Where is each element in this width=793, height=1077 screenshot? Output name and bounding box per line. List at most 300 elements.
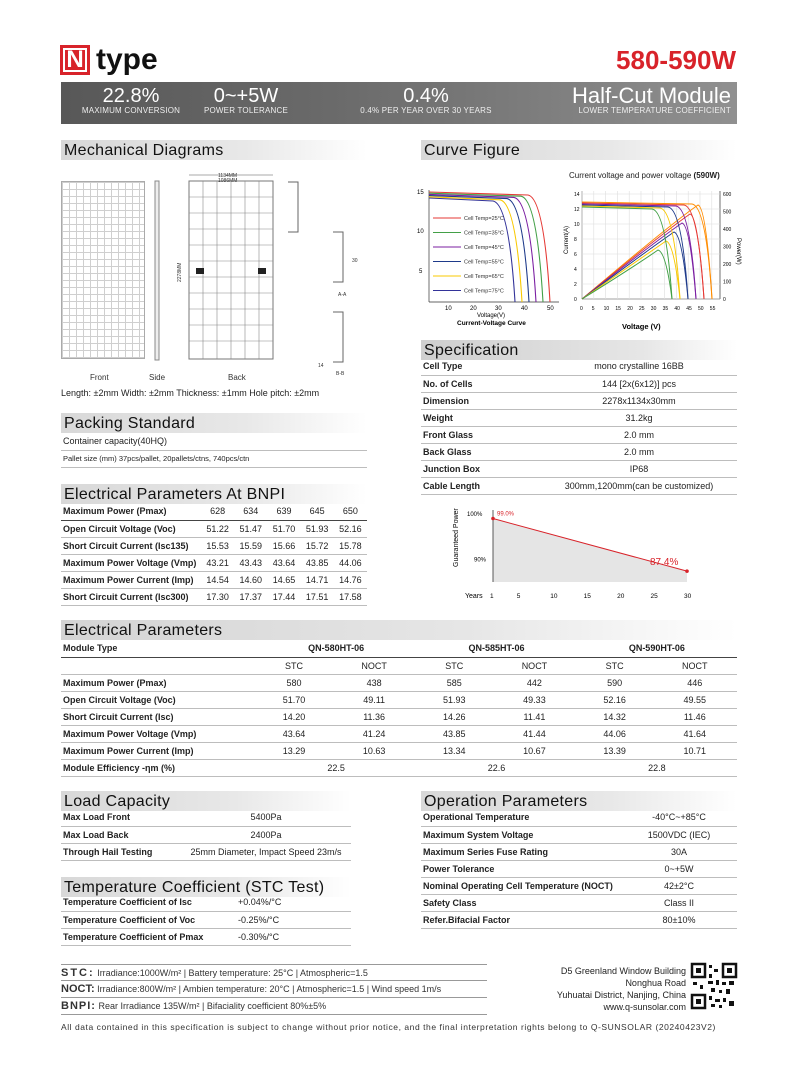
table-row [61,928,351,945]
table-cell: 44.06 [577,725,653,742]
table-cell: 639 [267,503,300,520]
table-cell: 43.21 [201,554,234,571]
table-cell: 5400Pa [181,809,351,826]
table-cell: 17.51 [301,588,334,605]
tolerance-note: Length: ±2mm Width: ±2mm Thickness: ±1mm Hole pitch: ±2mm [61,388,320,398]
table-cell: 15.72 [301,537,334,554]
pv-xtick: 30 [650,306,657,312]
table-cell: Module Efficiency -ηm (%) [61,759,256,776]
section-mechanical: Mechanical Diagrams [61,140,367,160]
pv-curve-chart [560,186,740,334]
feature-banner [61,82,737,124]
packing-table [61,433,367,468]
table-cell: 51.22 [201,520,234,537]
address-block [520,965,686,1013]
table-cell: 51.93 [301,520,334,537]
table-header-row [61,640,737,657]
disclaimer: All data contained in this specification is subject to change without prior notice, and the final interpretation rights belong to Q-SUNSOLAR (20240423V2) [61,1022,716,1032]
op-table [421,809,737,929]
table-cell: Maximum Power (Pmax) [61,674,256,691]
pv-xtick: 55 [709,306,716,312]
x-tick: 30 [684,593,692,600]
table-cell: 14.76 [334,571,367,588]
website-link[interactable]: www.q-sunsolar.com [603,1002,686,1012]
table-cell: 22.6 [416,759,576,776]
table-row [61,433,367,450]
legend-label: Cell Temp=55°C [464,259,504,266]
pv-current-line [582,206,680,299]
section-elec: Electrical Parameters [61,620,737,640]
table-row [421,809,737,826]
x-tick: 5 [516,593,521,600]
power-range: 580-590W [616,45,736,75]
iv-xtick: 50 [547,306,554,312]
table-cell: NOCT [492,657,576,674]
table-cell: Operational Temperature [421,809,621,826]
section-op: Operation Parameters [421,791,737,811]
table-cell: Open Circuit Voltage (Voc) [61,691,256,708]
pv-ytick-right: 300 [723,244,732,251]
table-cell: 41.44 [492,725,576,742]
table-cell: 15.78 [334,537,367,554]
table-cell: 446 [653,674,737,691]
table-row [61,911,351,928]
iv-caption: Current-Voltage Curve [457,320,526,327]
table-cell: STC [577,657,653,674]
table-cell: 41.64 [653,725,737,742]
table-cell: 2.0 mm [541,426,737,443]
depth-label: 30 [352,258,358,264]
table-cell: Maximum Series Fuse Rating [421,843,621,860]
banner-value: 0~+5W [213,85,279,107]
pv-xlabel: Voltage (V) [622,322,661,331]
table-cell: 43.85 [416,725,492,742]
table-cell: 15.53 [201,537,234,554]
table-cell: Weight [421,409,541,426]
section-bb-label: B-B [336,371,345,377]
table-cell: 15.59 [234,537,267,554]
pv-ytick-right: 500 [723,209,732,216]
iv-ytick: 10 [417,229,424,235]
back-label: Back [228,373,246,382]
table-row [421,860,737,877]
table-header-cell: QN-590HT-06 [577,640,737,657]
table-row [61,588,367,605]
banner-item [351,86,501,116]
side-label: Side [149,373,166,382]
table-cell: Maximum Power Current (Imp) [61,571,201,588]
warranty-ylabel: Guaranteed Power [453,508,460,567]
table-row [421,877,737,894]
table-row [421,443,737,460]
table-cell: 13.39 [577,742,653,759]
table-cell: 14.60 [234,571,267,588]
table-cell: 634 [234,503,267,520]
iv-xtick: 30 [495,306,502,312]
pv-ytick-left: 4 [574,267,577,273]
width-inner-label: 1086MM [218,178,238,184]
table-cell: 438 [332,674,416,691]
table-cell: IP68 [541,460,737,477]
table-cell: 300mm,1200mm(can be customized) [541,477,737,494]
table-cell: 2400Pa [181,826,351,843]
table-row [61,759,737,776]
table-cell: Short Circuit Current (Isc135) [61,537,201,554]
table-cell: 442 [492,674,576,691]
note-bnpi [61,998,487,1015]
table-cell: Cell Type [421,358,541,375]
table-cell: Dimension [421,392,541,409]
table-row [421,843,737,860]
table-cell: Class II [621,894,737,911]
warranty-xlabel: Years [465,593,483,600]
table-cell: 17.37 [234,588,267,605]
pv-xtick: 15 [615,306,621,312]
table-cell: 51.70 [256,691,332,708]
table-cell: Back Glass [421,443,541,460]
table-cell: 49.55 [653,691,737,708]
section-load: Load Capacity [61,791,351,811]
table-cell: Maximum System Voltage [421,826,621,843]
table-cell: -0.25%/°C [236,911,351,928]
table-row [421,894,737,911]
legend-label: Cell Temp=65°C [464,274,504,280]
pv-ytick-left: 2 [574,282,577,288]
banner-item [561,83,731,116]
table-cell: 51.93 [416,691,492,708]
warranty-chart [450,504,710,604]
address-line: D5 Greenland Window Building [560,966,686,976]
table-cell: 14.32 [577,708,653,725]
pv-ytick-left: 12 [574,207,580,213]
elec-table [61,640,737,777]
table-cell: Junction Box [421,460,541,477]
table-cell: Max Load Back [61,826,181,843]
table-cell: Safety Class [421,894,621,911]
banner-value: 0.4% [403,85,449,107]
table-row [61,894,351,911]
table-cell: NOCT [332,657,416,674]
note-key: BNPI: [61,1000,96,1012]
table-cell: NOCT [653,657,737,674]
table-row [421,358,737,375]
legend-label: Cell Temp=25°C [464,216,504,222]
table-cell: 14.26 [416,708,492,725]
pv-title-text: Current voltage and power voltage [569,171,694,180]
table-cell: 31.2kg [541,409,737,426]
pv-xtick: 20 [627,306,633,312]
banner-caption: LOWER TEMPERATURE COEFFICIENT [578,106,731,115]
warranty-point [491,517,495,521]
table-cell: 144 [2x(6x12)] pcs [541,375,737,392]
table-header-cell: Module Type [61,640,256,657]
table-cell: Refer.Bifacial Factor [421,911,621,928]
table-row [61,742,737,759]
bnpi-table [61,503,367,606]
pv-xtick: 50 [698,306,704,312]
table-header-cell: QN-580HT-06 [256,640,416,657]
legend-label: Cell Temp=35°C [464,230,504,237]
section-spec: Specification [421,340,737,360]
pv-ylabel-right: Power(W) [735,238,741,265]
banner-value: Half-Cut Module [572,83,731,108]
table-row [61,537,367,554]
legend-label: Cell Temp=75°C [464,288,504,295]
table-cell: 650 [334,503,367,520]
table-cell: 1500VDC (IEC) [621,826,737,843]
iv-xlabel: Voltage(V) [477,313,506,319]
y-tick: 100% [467,512,483,518]
banner-caption: MAXIMUM CONVERSION [81,106,181,115]
iv-curve-chart [415,185,561,325]
pv-ytick-right: 100 [723,279,732,286]
table-cell: 2278x1134x30mm [541,392,737,409]
table-cell: Through Hail Testing [61,843,181,860]
address-line: Nonghua Road [625,978,686,988]
table-cell: Power Tolerance [421,860,621,877]
table-row [61,571,367,588]
table-cell: No. of Cells [421,375,541,392]
pv-ytick-right: 0 [723,297,726,303]
height-label: 2278MM [177,262,183,282]
table-row [61,725,737,742]
table-cell: 41.24 [332,725,416,742]
x-tick: 20 [617,593,625,600]
table-cell: Maximum Power (Pmax) [61,503,201,520]
note-stc [61,964,487,981]
panel-front-diagram [61,181,145,359]
banner-value: 22.8% [102,85,160,107]
table-cell: 17.30 [201,588,234,605]
table-cell: Short Circuit Current (Isc300) [61,588,201,605]
pv-current-line [582,207,672,299]
table-row [421,426,737,443]
table-cell: Temperature Coefficient of Isc [61,894,236,911]
table-cell: 10.71 [653,742,737,759]
pv-xtick: 0 [580,306,583,312]
pv-power-line [582,250,672,299]
table-cell: Temperature Coefficient of Voc [61,911,236,928]
pv-xtick: 40 [674,306,680,312]
pv-ytick-left: 10 [574,222,580,228]
table-row [421,375,737,392]
x-tick: 1 [490,593,494,600]
table-cell: 10.67 [492,742,576,759]
table-cell: Maximum Power Voltage (Vmp) [61,725,256,742]
table-cell: 11.36 [332,708,416,725]
note-key: STC: [61,967,95,979]
table-cell: 580 [256,674,332,691]
table-cell: 30A [621,843,737,860]
table-cell: 49.33 [492,691,576,708]
notes-block [61,964,487,1015]
table-cell: Temperature Coefficient of Pmax [61,928,236,945]
table-row [421,911,737,928]
table-cell: 645 [301,503,334,520]
legend-label: Cell Temp=45°C [464,245,504,251]
table-cell: 628 [201,503,234,520]
data-label: 99.0% [497,511,515,518]
address-line: Yuhuatai District, Nanjing, China [556,990,686,1000]
warranty-group [467,510,692,600]
table-header-cell: QN-585HT-06 [416,640,576,657]
brand-logo [60,43,158,77]
table-cell: 25mm Diameter, Impact Speed 23m/s [181,843,351,860]
table-cell: Open Circuit Voltage (Voc) [61,520,201,537]
table-cell: 52.16 [577,691,653,708]
table-cell: 14.65 [267,571,300,588]
pv-ytick-right: 400 [723,227,732,233]
table-cell: STC [416,657,492,674]
side-profile [155,181,159,360]
pv-xtick: 35 [662,306,669,312]
table-cell: 22.8 [577,759,737,776]
table-row [61,674,737,691]
pv-ytick-left: 0 [574,297,577,303]
mount-hole [258,268,266,274]
table-row [421,392,737,409]
table-row [61,691,737,708]
table-cell: 15.66 [267,537,300,554]
table-cell: 585 [416,674,492,691]
note-noct [61,981,487,998]
pv-ylabel-left: Current(A) [564,225,570,254]
mount-hole [196,268,204,274]
table-cell: 14.71 [301,571,334,588]
pv-ytick-left: 14 [574,192,580,198]
table-cell: Maximum Power Voltage (Vmp) [61,554,201,571]
table-cell: 44.06 [334,554,367,571]
table-cell: 11.41 [492,708,576,725]
section-curve: Curve Figure [421,140,737,160]
banner-caption: 0.4% PER YEAR OVER 30 YEARS [360,106,492,115]
table-cell: -0.30%/°C [236,928,351,945]
banner-item [191,86,301,116]
table-row [61,826,351,843]
front-label: Front [90,373,109,382]
note-text: Irradiance:800W/m² | Ambien temperature: 20°C | Atmospheric=1.5 | Wind speed 1m/s [97,984,442,994]
data-label: 87.4% [650,557,679,569]
logo-n-mark: N [60,45,90,75]
table-cell: 17.58 [334,588,367,605]
table-cell: 51.70 [267,520,300,537]
pv-xtick: 5 [591,306,595,312]
table-cell: 0~+5W [621,860,737,877]
pv-chart-title [569,171,720,180]
table-cell: +0.04%/°C [236,894,351,911]
table-row [61,809,351,826]
load-table [61,809,351,861]
y-tick: 90% [474,557,487,564]
width-outer-label: 1134MM [218,173,238,179]
table-row [421,826,737,843]
warranty-area [493,519,687,582]
temp-table [61,894,351,946]
iv-ytick: 5 [419,269,423,275]
note-key: NOCT: [61,983,95,995]
table-cell: 43.64 [256,725,332,742]
table-cell: 590 [577,674,653,691]
table-row [421,460,737,477]
panel-side-back-diagram [148,172,368,377]
pv-ytick-left: 6 [574,252,577,258]
table-cell: Cable Length [421,477,541,494]
x-tick: 10 [550,593,558,600]
table-cell: 43.64 [267,554,300,571]
table-cell: 11.46 [653,708,737,725]
logo-word: type [96,43,158,76]
qr-code-icon [691,963,737,1009]
table-cell: 51.47 [234,520,267,537]
banner-caption: POWER TOLERANCE [203,106,289,115]
spec-table [421,358,737,495]
table-row [61,520,367,537]
table-cell: 13.34 [416,742,492,759]
table-cell: mono crystalline 16BB [541,358,737,375]
table-row [61,657,737,674]
table-row [61,843,351,860]
note-text: Irradiance:1000W/m² | Battery temperature: 25°C | Atmospheric=1.5 [97,968,368,978]
table-cell: -40°C~+85°C [621,809,737,826]
iv-xtick: 20 [470,306,477,312]
pv-ytick-right: 200 [723,262,732,268]
banner-item [61,86,201,116]
table-cell: 42±2°C [621,877,737,894]
pv-series-group [582,202,712,299]
frame-section-aa [288,182,298,232]
pv-title-power: (590W) [693,171,720,180]
note-text: Rear Irradiance 135W/m² | Bifaciality coefficient 80%±5% [98,1001,327,1011]
table-cell: Max Load Front [61,809,181,826]
packing-cell: Pallet size (mm) 37pcs/pallet, 20pallets/ctns, 740pcs/ctn [61,450,367,467]
table-row [61,554,367,571]
warranty-point [685,569,689,573]
pv-ytick-right: 600 [723,192,732,198]
table-row [421,477,737,494]
table-cell: 13.29 [256,742,332,759]
x-tick: 25 [650,593,658,600]
section-temp: Temperature Coefficient (STC Test) [61,877,351,897]
iv-ytick: 15 [417,190,424,196]
flange-label: 14 [318,363,324,369]
table-row [61,708,737,725]
table-cell: 10.63 [332,742,416,759]
iv-xtick: 40 [521,306,528,312]
table-cell: Maximum Power Current (Imp) [61,742,256,759]
table-cell: 17.44 [267,588,300,605]
table-cell: 2.0 mm [541,443,737,460]
iv-xtick: 10 [445,306,452,312]
section-bnpi: Electrical Parameters At BNPI [61,484,367,504]
pv-xtick: 25 [639,306,645,312]
pv-xtick: 45 [686,306,692,312]
table-cell: 43.85 [301,554,334,571]
section-aa-label: A-A [338,292,347,298]
table-row [61,503,367,520]
table-cell: 52.16 [334,520,367,537]
table-cell: Front Glass [421,426,541,443]
x-tick: 15 [583,593,591,600]
table-cell: Nominal Operating Cell Temperature (NOCT) [421,877,621,894]
table-cell: 49.11 [332,691,416,708]
pv-ytick-left: 8 [574,237,577,243]
table-cell: 14.54 [201,571,234,588]
table-row [421,409,737,426]
table-cell: Short Circuit Current (Isc) [61,708,256,725]
table-cell: 43.43 [234,554,267,571]
table-row [61,450,367,467]
section-packing: Packing Standard [61,413,367,433]
